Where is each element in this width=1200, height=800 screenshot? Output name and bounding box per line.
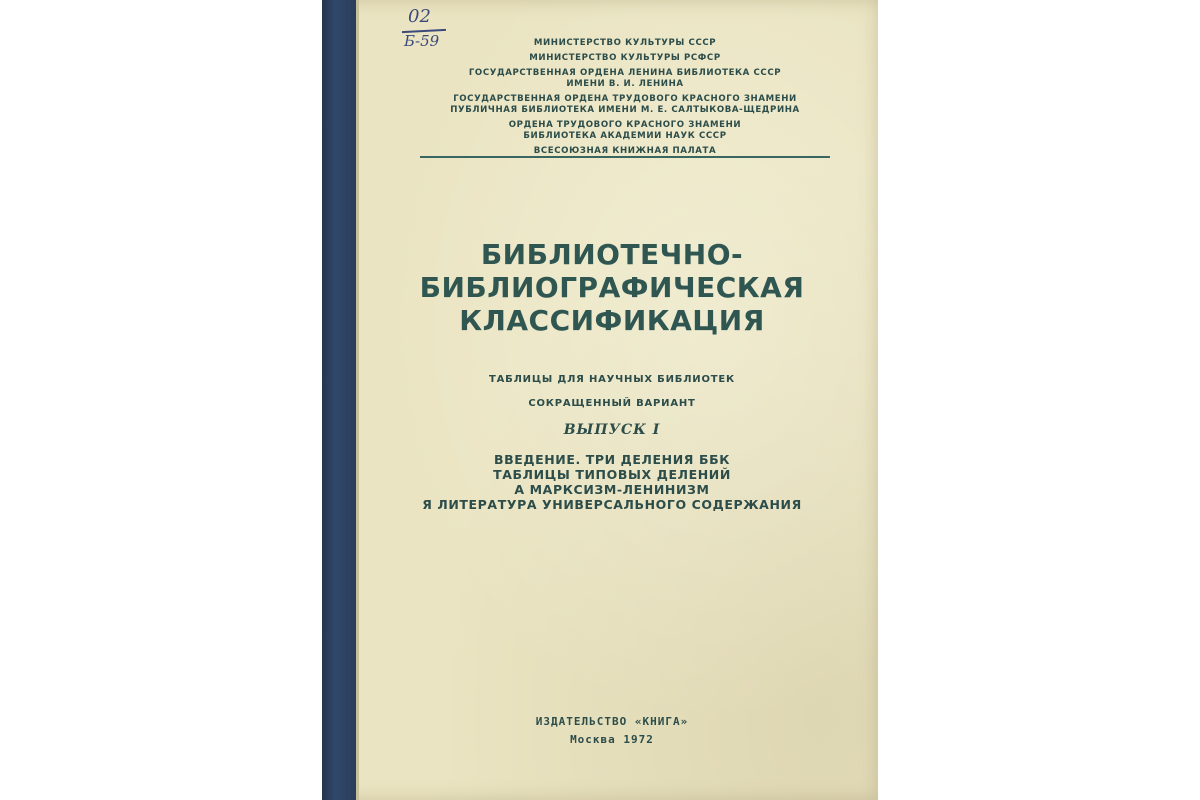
institution-line: ОРДЕНА ТРУДОВОГО КРАСНОГО ЗНАМЕНИ БИБЛИОТЕКА АКАДЕМИИ НАУК СССР <box>508 120 742 141</box>
publisher-institutions <box>420 38 830 161</box>
institution-line: ГОСУДАРСТВЕННАЯ ОРДЕНА ЛЕНИНА БИБЛИОТЕКА СССР ИМЕНИ В. И. ЛЕНИНА <box>468 68 782 89</box>
subtitle-variant: СОКРАЩЕННЫЙ ВАРИАНТ <box>528 398 696 409</box>
contents-list <box>402 452 822 512</box>
book-spine <box>322 0 356 800</box>
publication-place-year: Москва 1972 <box>570 733 654 746</box>
institution-line: МИНИСТЕРСТВО КУЛЬТУРЫ РСФСР <box>529 53 721 63</box>
institution-line: ГОСУДАРСТВЕННАЯ ОРДЕНА ТРУДОВОГО КРАСНОГО ЗНАМЕНИ ПУБЛИЧНАЯ БИБЛИОТЕКА ИМЕНИ М. Е. САЛТЫКОВА-ЩЕДРИНА <box>450 94 800 115</box>
contents-item: А МАРКСИЗМ-ЛЕНИНИЗМ <box>514 482 710 497</box>
contents-item: ТАБЛИЦЫ ТИПОВЫХ ДЕЛЕНИЙ <box>493 467 731 482</box>
issue-number: ВЫПУСК I <box>563 422 661 438</box>
publisher-name: ИЗДАТЕЛЬСТВО «КНИГА» <box>535 715 689 728</box>
header-rule <box>420 156 830 158</box>
book-cover <box>322 0 878 800</box>
book-title <box>402 238 822 337</box>
contents-item: ВВЕДЕНИЕ. ТРИ ДЕЛЕНИЯ ББК <box>493 452 731 467</box>
institution-line: МИНИСТЕРСТВО КУЛЬТУРЫ СССР <box>533 38 717 48</box>
title-line: КЛАССИФИКАЦИЯ <box>459 304 765 337</box>
handwritten-shelf-mark: 02 <box>408 6 431 27</box>
institution-line: ВСЕСОЮЗНАЯ КНИЖНАЯ ПАЛАТА <box>533 146 717 156</box>
contents-item: Я ЛИТЕРАТУРА УНИВЕРСАЛЬНОГО СОДЕРЖАНИЯ <box>422 497 802 512</box>
title-line: БИБЛИОГРАФИЧЕСКАЯ <box>419 271 805 304</box>
spine-edge <box>356 0 359 800</box>
subtitle-tables: ТАБЛИЦЫ ДЛЯ НАУЧНЫХ БИБЛИОТЕК <box>488 374 735 385</box>
title-line: БИБЛИОТЕЧНО- <box>480 238 744 271</box>
handwritten-call-number: Б-59 <box>404 32 440 50</box>
